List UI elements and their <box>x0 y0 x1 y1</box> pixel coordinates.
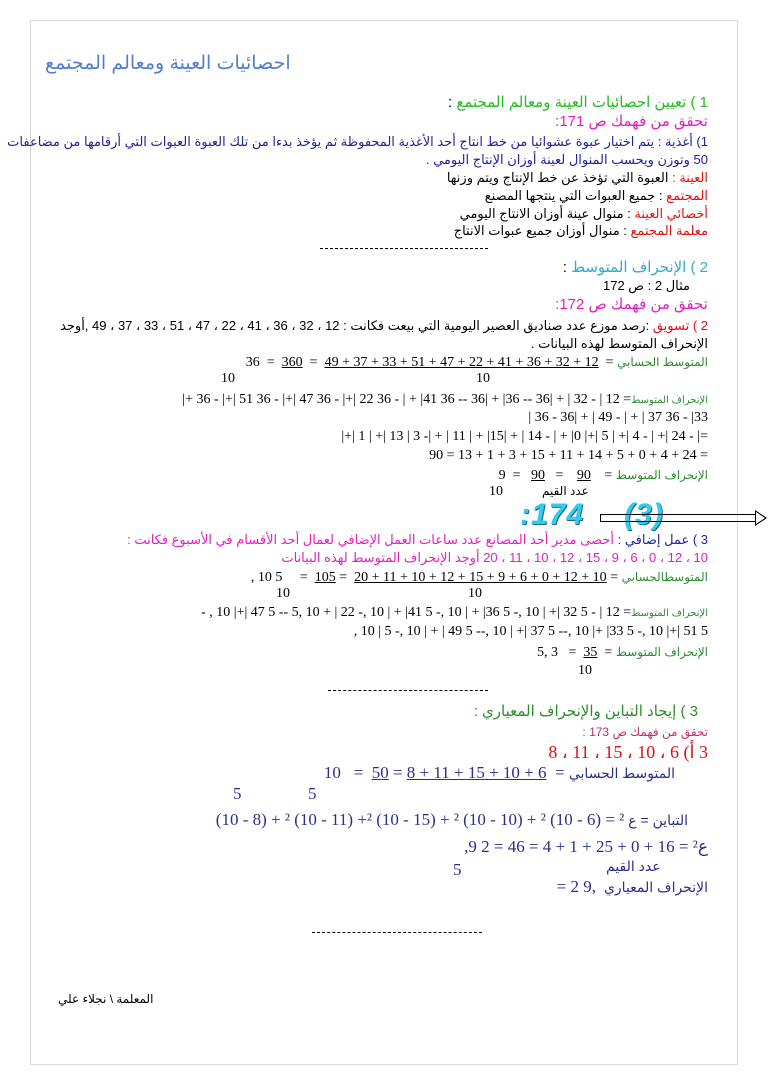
badge-text: :174 <box>520 498 585 531</box>
def-text: العبوة التي تؤخذ عن خط الإنتاج ويتم وزنها <box>446 170 669 185</box>
section1-heading-text: 1 ) تعيين احصائيات العينة ومعالم المجتمع <box>456 94 708 111</box>
mean-expression: , 10 5 = 105 = 20 + 11 + 10 + 12 + 15 + 9 + 6 + 0 + 12 + 10 = <box>250 570 622 585</box>
mean-expression: 10 = 50 = 8 + 11 + 15 + 10 + 6 = <box>323 763 569 782</box>
problem-label: 3 ) عمل إضافي : <box>617 532 708 547</box>
denominator: 10 <box>578 663 592 678</box>
fraction-numerator: 105 <box>314 570 336 585</box>
def-label: المجتمع <box>666 188 708 203</box>
md-result-expression: 5, 3 = 35 = <box>537 645 616 660</box>
mean-result: 10 <box>323 763 341 782</box>
definition-statistic <box>460 205 708 223</box>
std-deviation <box>557 878 708 896</box>
variance-sum-expression: ,9 2 = 46 = 4 + 1 + 25 + 0 + 16 = ² <box>464 837 698 856</box>
divider <box>328 690 488 691</box>
extra-work-data: 10 ، 12 ، 0 ، 6 ، 9 ، 15 ، 12 ، 10 ، 11 ، 20 أوجد الإنحراف المتوسط لهذه البيانات <box>281 550 708 565</box>
denominator: 10 <box>276 586 290 601</box>
md-expression: - , 10 |+| 47 5 -- 5, 10 + | 22 -, 10 | + |41 5 -, 10 | + |36 5 -, 10 | +| 32 5 - | 12 = <box>201 605 632 620</box>
md-expression: , 10 | 5 -, 10 | + | 49 5 --, 10 | +| 37 5 --, 10 |+ |33 5 -, 10 |+| 51 5 <box>353 624 708 639</box>
problem-label: 2 ) تسويق <box>652 318 708 333</box>
arrow-right-icon <box>755 510 767 526</box>
mean-equation-2 <box>251 568 708 587</box>
example-ref: مثال 2 : ص 172 <box>602 278 690 293</box>
variance-sum <box>464 838 708 856</box>
definition-sample <box>447 169 708 187</box>
def-label: العينة : <box>668 170 708 185</box>
denominator: 10 <box>468 586 482 601</box>
std-label: الإنحراف المعياري <box>603 879 708 895</box>
md-label: الإنحراف المتوسط <box>615 645 708 659</box>
problem-text-1: 1) أغذية : يتم اختيار عبوة عشوائيا من خط انتاج أحد الأغذية المحفوظة ثم يؤخذ بدءا من تلك العبوة العبوات التي أرقامها من مضاعفات <box>7 134 708 149</box>
teacher-signature: المعلمة \ نجلاء علي <box>58 992 154 1006</box>
mean-deviation-sum <box>429 447 708 465</box>
mean-equation <box>246 353 708 372</box>
sum-numerator: 49 + 37 + 33 + 51 + 47 + 22 + 41 + 36 + 32 + 12 <box>324 355 599 370</box>
divider <box>320 248 488 249</box>
denominator: 5 <box>308 784 317 803</box>
fraction-numerator: 50 <box>371 763 389 782</box>
divider <box>312 932 482 933</box>
colon: : <box>562 259 572 276</box>
md-label: الإنحراف المتوسط <box>631 608 708 619</box>
def-label: أخصائي العينة <box>634 206 708 221</box>
mean-deviation-line2 <box>528 409 708 427</box>
denominator: 5 <box>453 860 462 879</box>
variance-symbol: ع <box>697 837 708 856</box>
md-expression: |+| 1 | +| 13 | 3 -| + | 11 | + |15| + | 14 - | + |0 |+| 5 | +| 4 - | +| 24 - |= <box>341 429 708 444</box>
problem-text-2: 50 وتوزن ويحسب المنوال لعينة أوزان الإنتاج اليومي . <box>425 152 708 167</box>
section3-heading: 3 ) إيجاد التباين والإنحراف المعياري : <box>473 703 698 720</box>
mean-result: , 10 5 <box>250 570 283 585</box>
md-result: 5, 3 <box>537 645 558 660</box>
arrow-shaft <box>600 514 761 522</box>
check-172: تحقق من فهمك ص 172: <box>555 296 708 313</box>
fraction-numerator: 90 <box>531 468 545 483</box>
mean-equation-3 <box>324 764 675 782</box>
sum-numerator: 20 + 11 + 10 + 12 + 15 + 9 + 6 + 0 + 12 + 10 <box>354 570 607 585</box>
std-value: = 2 9, <box>556 877 596 896</box>
variance-expression: (10 - 8) + ² (10 - 11) +² (10 - 15) + ² (10 - 10) + ² (10 - 6) = ² <box>215 810 625 829</box>
variance-label: التباين = ع <box>628 812 688 828</box>
def-label: معلمة المجتمع <box>630 223 708 238</box>
mean-label: المتوسطالحسابي <box>621 570 708 584</box>
denominator: 10 <box>221 371 235 386</box>
md-expression: |+ 36 - |+| 51 36 - |+| 47 36 - |+| 22 36 - | + |41 36 -- 36| + |36 -- 36| + | 32 - | 12 = <box>182 392 632 407</box>
marketing-problem-2: الإنحراف المتوسط لهذه البيانات . <box>530 336 708 351</box>
fraction-numerator: 360 <box>281 355 303 370</box>
denominator: 10 <box>476 371 490 386</box>
section1-heading <box>448 94 708 112</box>
def-text: : منوال أوزان جميع عبوات الانتاج <box>453 223 631 238</box>
fraction-numerator: 90 <box>576 468 591 483</box>
denominator: 10 <box>489 484 503 499</box>
mean-label: المتوسط الحسابي <box>617 355 708 369</box>
mean-deviation-2-line1 <box>201 604 708 623</box>
md-label: الإنحراف المتوسط <box>615 468 708 482</box>
definition-parameter <box>454 222 708 240</box>
section2-heading <box>563 259 708 277</box>
count-label: عدد القيم <box>542 484 589 498</box>
problem-text: :رصد موزع عدد صناديق العصير اليومية التي بيعت فكانت : 12 ، 32 ، 36 ، 41 ، 22 ، 47 ، 51 ، 33 ، 37 ، 49 ,أوجد <box>60 318 653 333</box>
mean-deviation-2-result <box>537 643 708 662</box>
mean-deviation-line1 <box>182 391 708 410</box>
marketing-problem <box>60 317 708 335</box>
problem-text: أحصى مدير أحد المصانع عدد ساعات العمل الإضافي لعمال أحد الأقسام في الأسبوع فكانت : <box>127 532 618 547</box>
md-expression: | 36 - 36| + | 49 - | + | 37 36 - |33 <box>528 410 708 425</box>
mean-deviation-line3 <box>341 428 708 446</box>
section2-heading-text: 2 ) الإنحراف المتوسط <box>571 259 708 276</box>
fraction-numerator: 35 <box>583 645 598 660</box>
colon: : <box>448 94 457 111</box>
mean-deviation-result <box>499 466 708 485</box>
sum-numerator: 8 + 11 + 15 + 10 + 6 <box>406 763 547 782</box>
md-label: الإنحراف المتوسط <box>631 395 708 406</box>
def-text: : منوال عينة أوزان الانتاج اليومي <box>459 206 635 221</box>
def-text: : جميع العبوات التي ينتجها المصنع <box>484 188 667 203</box>
mean-expression: 36 = 360 = 49 + 37 + 33 + 51 + 47 + 22 + 41 + 36 + 32 + 12 = <box>245 355 618 370</box>
extra-work-problem <box>127 531 708 549</box>
denominator: 5 <box>233 784 242 803</box>
md-expression: 90 = 13 + 1 + 3 + 15 + 11 + 14 + 5 + 0 + 4 + 24 = <box>429 448 708 463</box>
definition-population <box>485 187 708 205</box>
mean-deviation-2-line2 <box>354 623 708 641</box>
check-173: تحقق من فهمك ص 173 : <box>582 725 708 739</box>
md-result-expression: 9 = 90 = 90 = <box>498 468 616 483</box>
badge-number: (3) <box>624 498 664 531</box>
page-title: احصائيات العينة ومعالم المجتمع <box>45 53 291 74</box>
count-label: عدد القيم <box>606 858 661 874</box>
check-171: تحقق من فهمك ص 171: <box>555 113 708 130</box>
variance-data: 3 أ) 6 ، 10 ، 15 ، 11 ، 8 <box>548 742 708 762</box>
mean-label: المتوسط الحسابي <box>568 765 675 781</box>
variance-equation <box>216 811 688 829</box>
